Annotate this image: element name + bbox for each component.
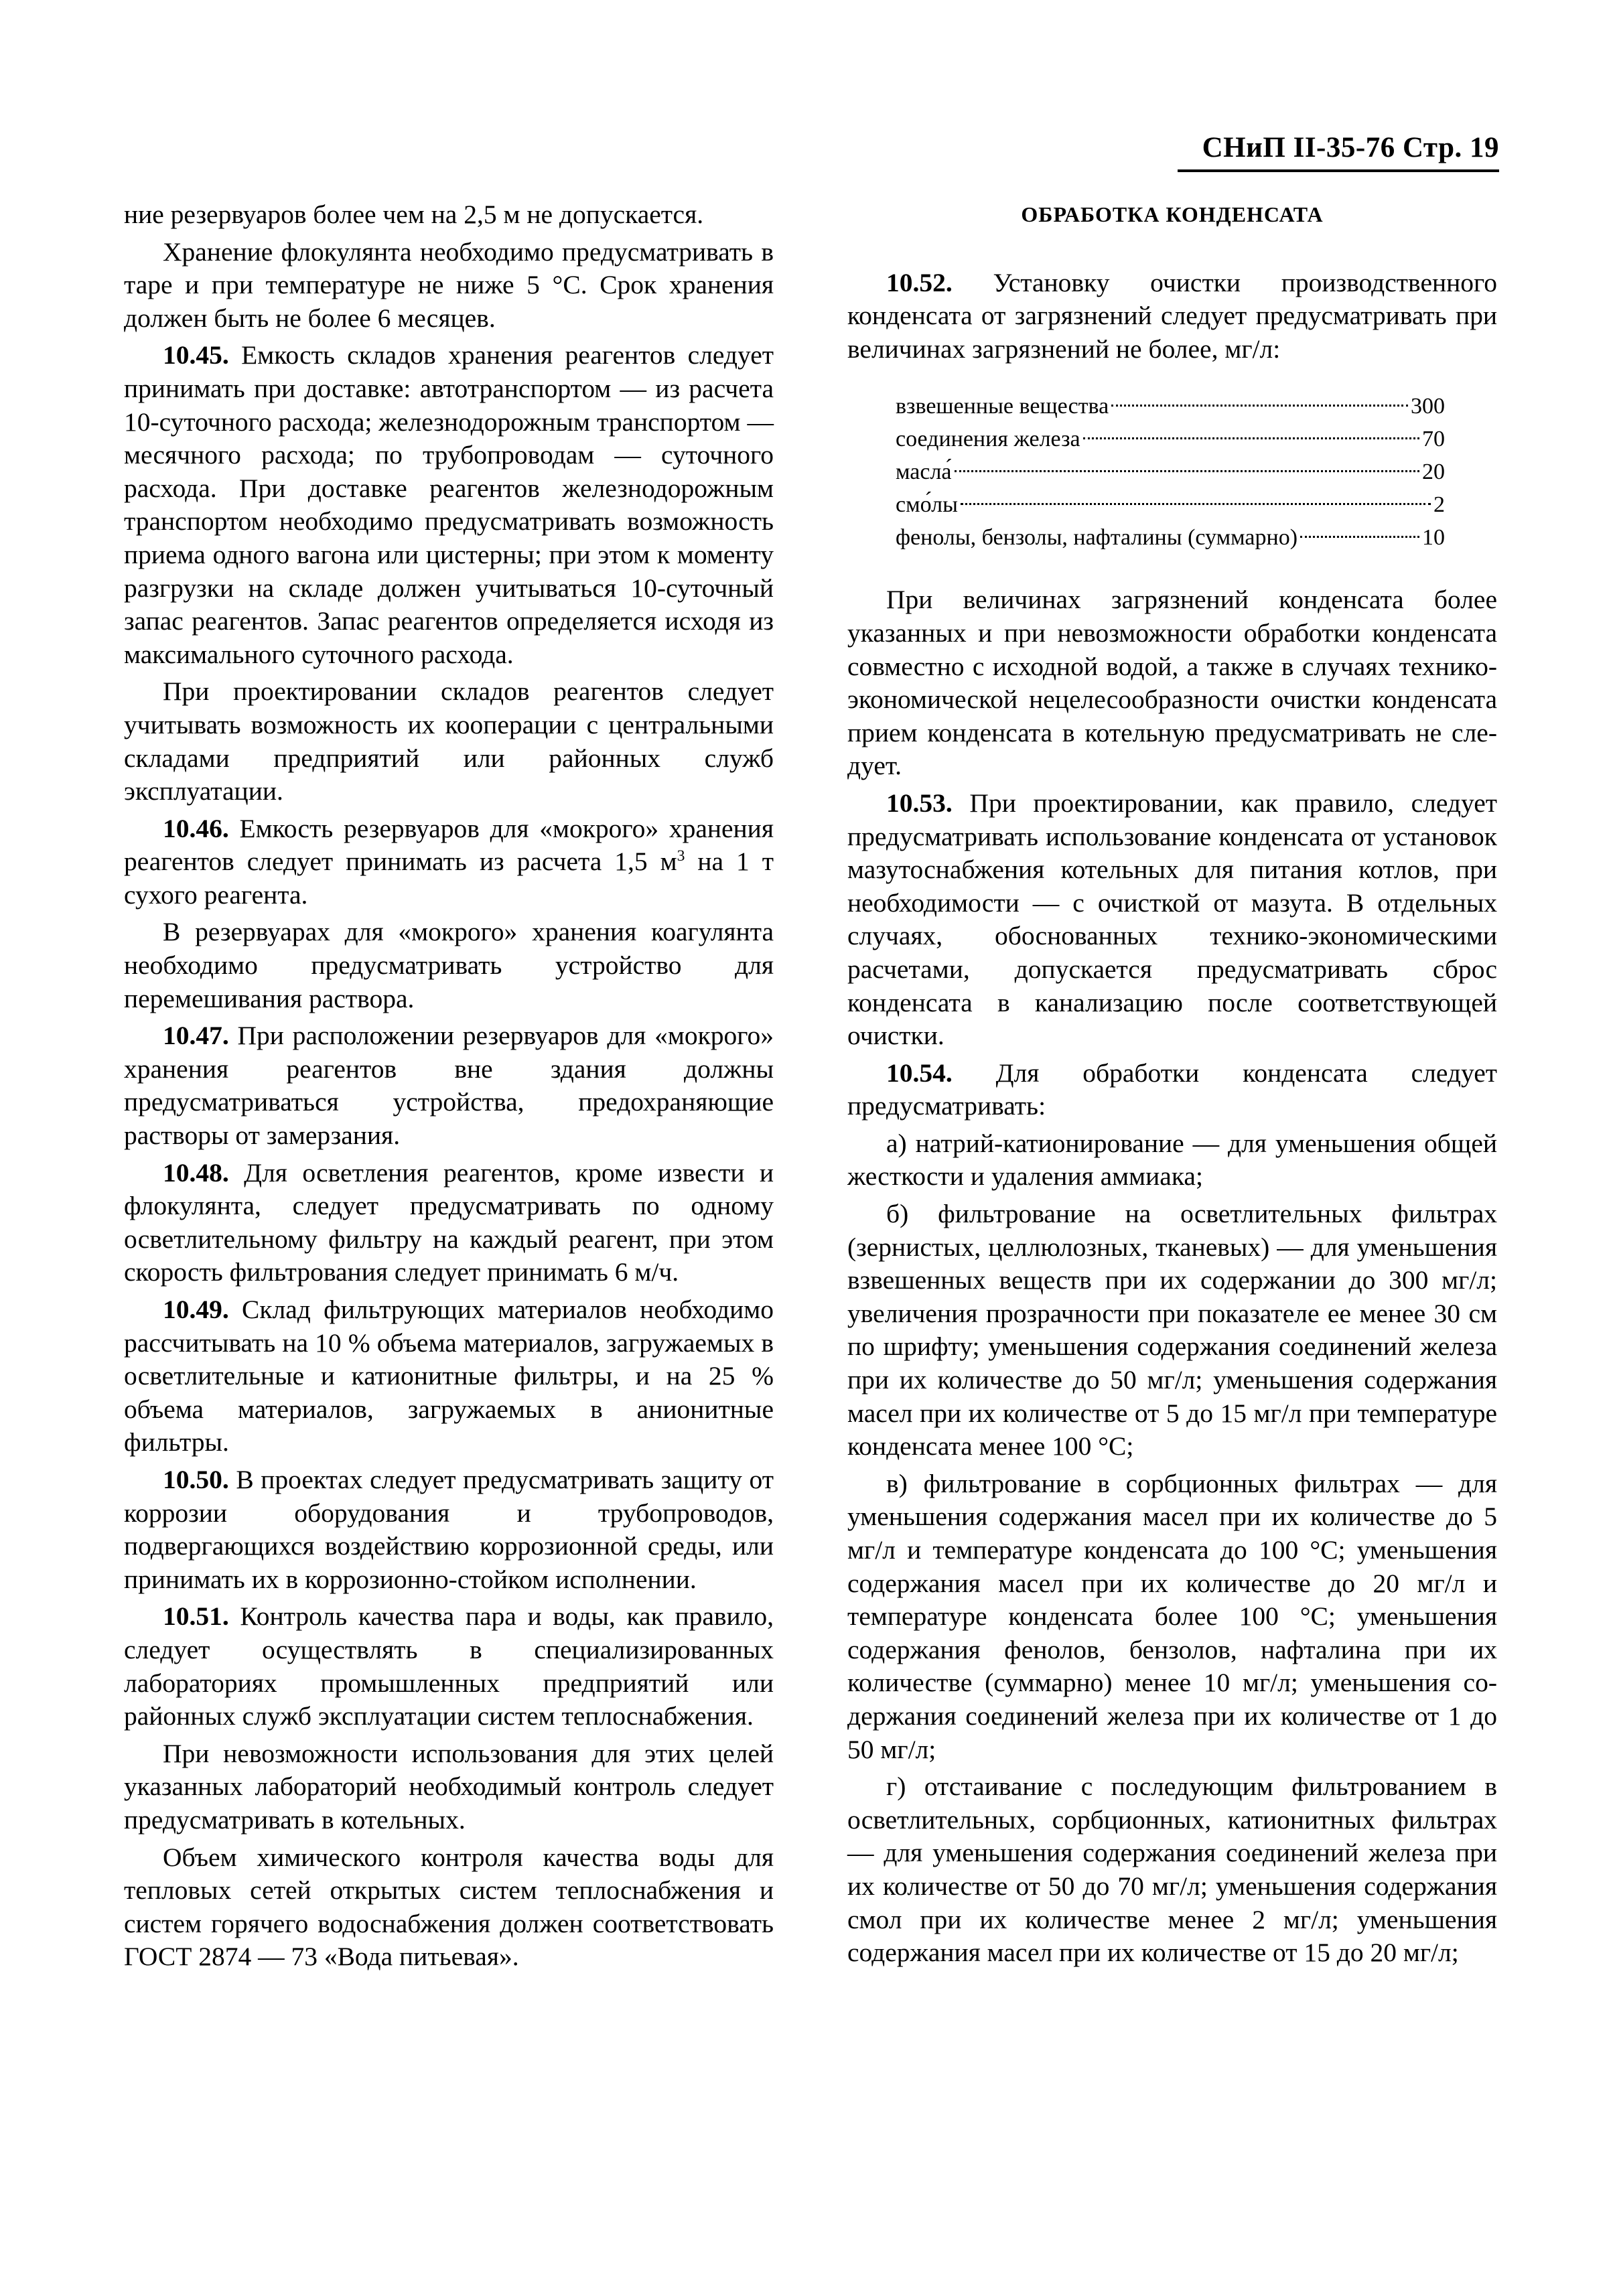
clause-text: Контроль качества пара и воды, как правило, следует осуществлять в специализированных лабораториях промышленных предприятий или районных служб эксплуатации систем теплоснабжения.	[124, 1601, 774, 1731]
clause-number: 10.54.	[886, 1058, 953, 1088]
clause-number: 10.53.	[886, 788, 953, 818]
limit-name: масла́	[896, 459, 952, 485]
paragraph: В резервуарах для «мокрого» хранения коагулянта необходимо предусматривать устройство для перемешивания раствора.	[124, 917, 774, 1013]
right-column	[847, 198, 1497, 1974]
clause-number: 10.47.	[163, 1021, 229, 1051]
clause-text: Склад фильтрующих материалов необходимо рассчитывать на 10 % объема материалов, загружаемых в осветлительные и катионитные фильтры, и на 25 % объема материалов, загружаемых в анионитные фильтры.	[124, 1295, 774, 1457]
clause-text: Емкость резервуаров для «мокрого» хранения реагентов следует принимать из расчета 1,5 м	[124, 813, 774, 877]
paragraph: При невозможности использования для этих целей указанных лабораторий необходимый контроль следует предусматривать в котельных.	[124, 1738, 774, 1835]
clause-10-45	[124, 339, 774, 671]
contaminant-limits-list	[896, 390, 1445, 554]
limit-name: смо́лы	[896, 492, 958, 518]
dot-leader	[1083, 437, 1419, 439]
clause-number: 10.45.	[163, 340, 229, 370]
superscript: 3	[677, 847, 685, 865]
limit-value: 2	[1433, 492, 1445, 518]
limit-value: 300	[1411, 394, 1445, 419]
left-column	[124, 198, 774, 1978]
clause-10-46	[124, 812, 774, 912]
dot-leader	[1300, 536, 1419, 538]
list-item-g: г) отстаивание с последующим фильтрованием в осветлительных, сорбционных, катионитных фильтрах — для уменьшения содержания соединений железа при их количестве от 50 до 70 мг/л; уменьшения содержания смол при их количестве менее 2 мг/л; уменьшения содержания масел при их количестве от 15 до 20 мг/л;	[847, 1772, 1497, 1968]
clause-text: Для обработки конденсата следует предусматривать:	[847, 1058, 1497, 1121]
limit-row	[896, 423, 1445, 455]
clause-10-51	[124, 1600, 774, 1733]
clause-text: В проектах следует предусматривать защиту от коррозии оборудования и трубопроводов, подвергающихся воздействию коррозионной среды, или принимать их в коррозионно-стойком исполнении.	[124, 1464, 774, 1594]
running-header: СНиП II-35-76 Стр. 19	[1178, 131, 1499, 172]
limit-name: фенолы, бензолы, нафталины (суммарно)	[896, 525, 1298, 551]
dot-leader	[961, 503, 1431, 505]
list-item-v: в) фильтрование в сорбционных фильтрах — для уменьшения содержания масел при их количестве до 5 мг/л и температуре конденсата до 100 °С; уменьшения содержания масел при их количестве до 20 мг/л и температуре конденсата более 100 °С; уменьшения содержания фенолов, бензолов, нафталина при их количестве (суммарно) менее 10 мг/л; уменьшения содержания соединений железа при их количестве от 1 до 50 мг/л;	[847, 1468, 1497, 1764]
clause-10-48	[124, 1157, 774, 1289]
list-item-b: б) фильтрование на осветлительных фильтрах (зернистых, целлюлозных, тканевых) — для уменьшения взвешенных веществ при их содержании до 300 мг/л; увеличения прозрачности при показателе ее менее 30 см по шрифту; уменьшения содержания соединений железа при их количестве до 50 мг/л; уменьшения содержания масел при их количестве от 5 до 15 мг/л при температуре конденсата менее 100 °С;	[847, 1199, 1497, 1461]
clause-10-47	[124, 1019, 774, 1152]
section-heading: ОБРАБОТКА КОНДЕНСАТА	[1021, 202, 1324, 226]
clause-text: При проектировании, как правило, следует предусматривать использование конденсата от установок мазутоснабжения котельных для питания котлов, при необходимости — с очисткой от мазута. В отдельных случаях, обоснованных технико-экономическими расчетами, допускается предусматривать сброс конденсата в канализацию после соответствующей очистки.	[847, 788, 1497, 1051]
clause-number: 10.48.	[163, 1157, 229, 1188]
limit-row	[896, 488, 1445, 521]
limit-value: 20	[1422, 459, 1445, 485]
clause-10-50	[124, 1463, 774, 1596]
clause-text: Установку очистки производственного конденсата от загрязнений следует предусматривать при величинах загрязнений не более, мг/л:	[847, 267, 1497, 364]
clause-10-53	[847, 787, 1497, 1053]
clause-number: 10.51.	[163, 1601, 229, 1632]
paragraph: Хранение флокулянта необходимо предусматривать в таре и при температуре не ниже 5 °С. Срок хранения должен быть не более 6 месяцев.	[124, 236, 774, 333]
clause-number: 10.50.	[163, 1464, 229, 1494]
clause-10-54	[847, 1057, 1497, 1123]
limit-value: 10	[1422, 525, 1445, 551]
clause-10-52	[847, 267, 1497, 366]
dot-leader	[955, 470, 1419, 472]
limit-name: взвешенные вещества	[896, 394, 1109, 419]
paragraph: ние резервуаров более чем на 2,5 м не допускается.	[124, 200, 704, 229]
clause-number: 10.49.	[163, 1295, 229, 1324]
paragraph: При проектировании складов реагентов следует учитывать возможность их кооперации с центральными складами предприятий или районных служб эксплуатации.	[124, 676, 774, 806]
clause-number: 10.52.	[886, 267, 953, 297]
limit-row	[896, 455, 1445, 488]
limit-row	[896, 390, 1445, 423]
clause-10-49	[124, 1293, 774, 1459]
list-item-a: а) натрий-катионирование — для уменьшения общей жесткости и удаления аммиака;	[847, 1128, 1497, 1192]
limit-value: 70	[1422, 427, 1445, 452]
limit-row	[896, 521, 1445, 554]
limit-name: соединения железа	[896, 427, 1080, 452]
paragraph: При величинах загрязнений конденсата более указанных и при невозможности обработки конденсата совместно с исходной водой, а также в случаях технико-экономической нецелесообразности очистки конденсата прием конденсата в котельную предусматривать не следует.	[847, 585, 1497, 781]
clause-number: 10.46.	[163, 813, 229, 843]
clause-text: Для осветления реагентов, кроме извести и флокулянта, следует предусматривать по одному осветлительному фильтру на каждый реагент, при этом скорость фильтрования следует принимать 6 м/ч.	[124, 1157, 774, 1287]
clause-text: на 1 т сухого реагента.	[124, 847, 774, 910]
dot-leader	[1111, 405, 1408, 407]
paragraph: Объем химического контроля качества воды для тепловых сетей открытых систем теплоснабжения и систем горячего водоснабжения должен соответствовать ГОСТ 2874 — 73 «Вода питьевая».	[124, 1842, 774, 1972]
clause-text: При расположении резервуаров для «мокрого» хранения реагентов вне здания должны предусматриваться устройства, предохраняющие растворы от замерзания.	[124, 1021, 774, 1151]
clause-text: Емкость складов хранения реагентов следует принимать при доставке: автотранспортом — из расчета 10-суточного расхода; железнодорожным транспортом — месячного расхода; по трубопроводам — суточного расхода. При доставке реагентов железнодорожным транспортом необходимо предусматривать возможность приема одного вагона или цистерны; при этом к моменту разгрузки на складе должен учитываться 10-суточный запас реагентов. Запас реагентов определяется исходя из максимального суточного расхода.	[124, 340, 774, 669]
